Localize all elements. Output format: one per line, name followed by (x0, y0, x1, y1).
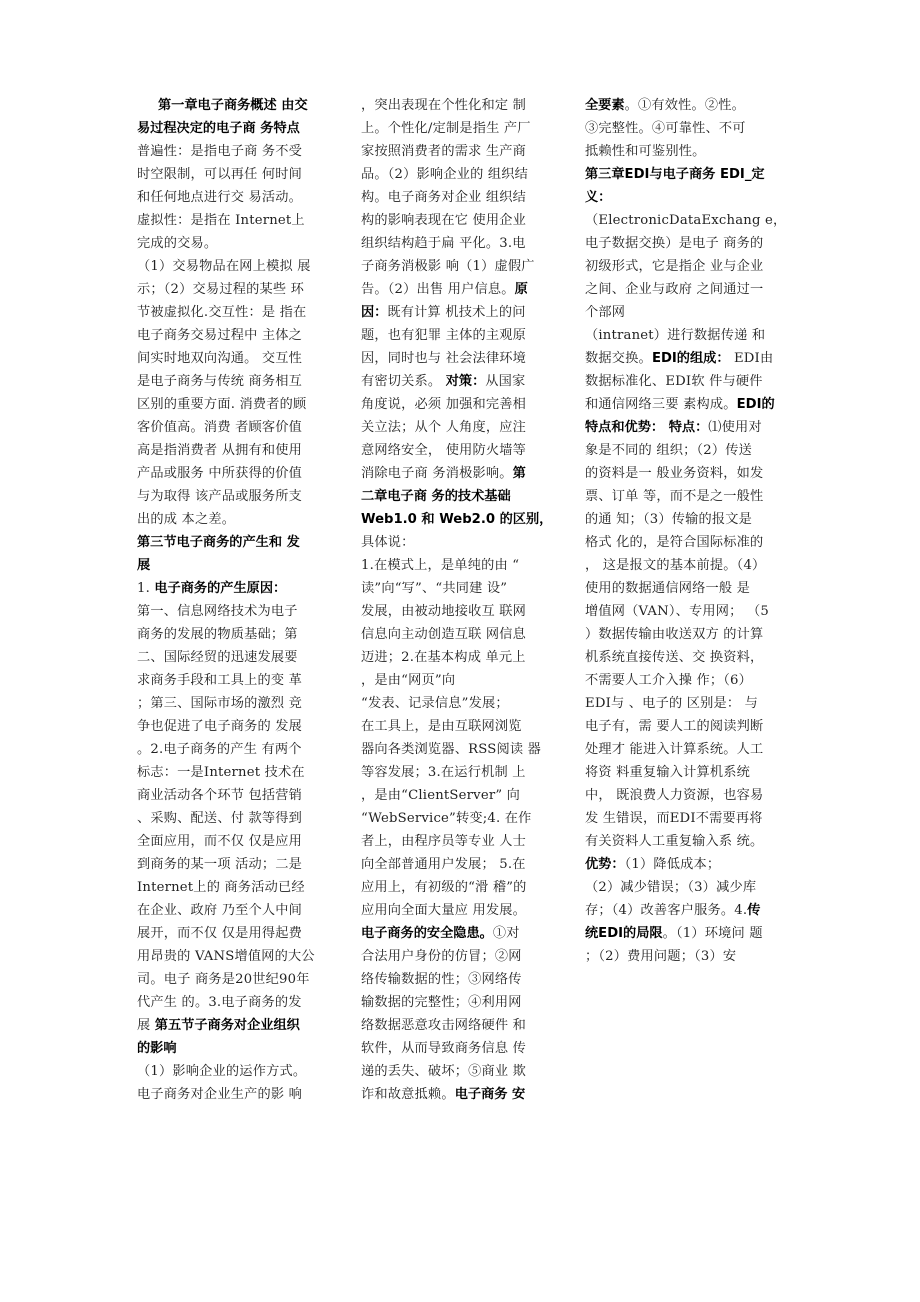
body-text: （1）影响企业的运作方式。 (137, 1064, 307, 1079)
text-line (137, 945, 349, 968)
text-line (585, 784, 800, 807)
text-line (585, 186, 800, 209)
body-text: 1.在模式上，是单纯的由 “ (361, 558, 520, 573)
text-line (137, 163, 349, 186)
body-text: 家按照消费者的需求 生产商 (361, 144, 527, 159)
text-line (361, 945, 577, 968)
text-line (361, 807, 577, 830)
text-line (361, 669, 577, 692)
text-line (137, 1037, 349, 1060)
body-text: 争也促进了电子商务的 发展 (137, 719, 303, 734)
heading-text: 易过程决定的电子商 务特点 (137, 121, 300, 136)
body-text: 向全部普通用户发展； 5.在 (361, 857, 526, 872)
text-line (137, 991, 349, 1014)
text-line (361, 324, 577, 347)
text-line (361, 968, 577, 991)
text-line (137, 416, 349, 439)
body-text: 电子商务对企业生产的影 响 (137, 1087, 303, 1102)
body-text: Internet上的 商务活动已经 (137, 880, 305, 895)
body-text: 商务的发展的物质基础；第 (137, 627, 298, 642)
text-line (137, 968, 349, 991)
text-line (137, 186, 349, 209)
text-line (137, 94, 349, 117)
body-text: 有密切关系。 (361, 374, 446, 389)
text-line (137, 1060, 349, 1083)
heading-text: 电子商务的产生原因： (154, 581, 287, 596)
body-text: 抵赖性和可鉴别性。 (585, 144, 706, 159)
body-text: 初级形式，它是指企 业与企业 (585, 259, 764, 274)
body-text: 存；（4）改善客户服务。4. (585, 903, 748, 918)
body-text: ，突出表现在个性化和定 制 (361, 98, 527, 113)
body-text: 发 生错误，而EDI不需要再将 (585, 811, 763, 826)
text-line (585, 554, 800, 577)
heading-text: EDI的组成： (651, 351, 730, 366)
heading-text: 统EDI的局限 (585, 926, 663, 941)
body-text: 个部网 (585, 305, 626, 320)
text-line (585, 945, 800, 968)
text-line (137, 807, 349, 830)
text-column-1 (137, 94, 349, 1106)
heading-text: 电子商务的安全隐患。 (361, 926, 493, 941)
body-text: 和任何地点进行交 易活动。 (137, 190, 303, 205)
body-text: 的资料是一 般业务资料，如发 (585, 466, 764, 481)
body-text: 之间、企业与政府 之间通过一 (585, 282, 764, 297)
body-text: ③完整性。④可靠性、不可 (585, 121, 746, 136)
body-text: 数据标准化、EDI软 件与硬件 (585, 374, 763, 389)
text-line (361, 1060, 577, 1083)
body-text: （1）交易物品在网上模拟 展 (137, 259, 311, 274)
body-text: 时空限制，可以再任 何时间 (137, 167, 303, 182)
body-text: 司。电子 商务是20世纪90年 (137, 972, 310, 987)
body-text: 用昂贵的 VANS增值网的大公 (137, 949, 315, 964)
text-line (585, 853, 800, 876)
text-line (137, 209, 349, 232)
body-text: ⑴使用对 (708, 420, 762, 435)
body-text: 角度说，必须 加强和完善相 (361, 397, 527, 412)
text-line (361, 439, 577, 462)
text-line (585, 761, 800, 784)
text-line (585, 600, 800, 623)
body-text: 格式 化的，是符合国际标准的 (585, 535, 764, 550)
text-line (137, 301, 349, 324)
text-line (585, 531, 800, 554)
text-line (137, 1083, 349, 1106)
text-line (137, 347, 349, 370)
heading-text: 优势： (585, 857, 625, 872)
body-text: 信息向主动创造互联 网信息 (361, 627, 527, 642)
body-text: 是电子商务与传统 商务相互 (137, 374, 303, 389)
text-line (585, 577, 800, 600)
body-text: 上。个性化/定制是指生 产厂 (361, 121, 531, 136)
heading-text: 第三章EDI与电子商务 EDI_定 (585, 167, 765, 182)
text-line (361, 370, 577, 393)
text-line (137, 646, 349, 669)
text-line (137, 876, 349, 899)
text-line (137, 531, 349, 554)
body-text: 构的影响表现在它 使用企业 (361, 213, 527, 228)
body-text: 、采购、配送、付 款等得到 (137, 811, 303, 826)
text-line (361, 347, 577, 370)
text-line (137, 761, 349, 784)
text-line (361, 278, 577, 301)
body-text: 全面应用，而不仅 仅是应用 (137, 834, 303, 849)
body-text: 读”向“写”、“共同建 设” (361, 581, 508, 596)
text-line (585, 485, 800, 508)
text-line (137, 278, 349, 301)
heading-text: 全要素 (585, 98, 625, 113)
text-line (585, 646, 800, 669)
body-text: （intranet）进行数据传递 和 (585, 328, 766, 343)
text-line (585, 738, 800, 761)
body-text: 者上，由程序员等专业 人士 (361, 834, 527, 849)
body-text: 增值网（VAN）、专用网； （5 (585, 604, 769, 619)
body-text: 电子有，需 要人工的阅读判断 (585, 719, 764, 734)
text-line (361, 715, 577, 738)
text-line (137, 554, 349, 577)
text-line (137, 577, 349, 600)
text-line (361, 1083, 577, 1106)
body-text: 合法用户身份的仿冒；②网 (361, 949, 522, 964)
text-line (585, 508, 800, 531)
text-line (585, 232, 800, 255)
body-text: 构。电子商务对企业 组织结 (361, 190, 527, 205)
body-text: 有关资料人工重复输入系 统。 (585, 834, 764, 849)
text-line (137, 485, 349, 508)
text-line (585, 807, 800, 830)
body-text: 第一、信息网络技术为电子 (137, 604, 298, 619)
body-text: 将资 料重复输入计算机系统 (585, 765, 751, 780)
body-text: 等容发展；3.在运行机制 上 (361, 765, 526, 780)
text-line (137, 370, 349, 393)
text-line (361, 1037, 577, 1060)
text-line (137, 117, 349, 140)
body-text: 既有计算 机技术上的问 (387, 305, 526, 320)
body-text: 子商务消极影 响（1）虚假广 (361, 259, 535, 274)
body-text: 到商务的某一项 活动；二是 (137, 857, 303, 872)
text-line (137, 784, 349, 807)
text-line (361, 186, 577, 209)
body-text: 产品或服务 中所获得的价值 (137, 466, 303, 481)
body-text: （1）降低成本； (624, 857, 721, 872)
body-text: 示；（2）交易过程的某些 环 (137, 282, 305, 297)
text-line (361, 140, 577, 163)
text-line (361, 784, 577, 807)
heading-text: 展 (137, 558, 151, 573)
body-text: 消除电子商 务消极影响。 (361, 466, 513, 481)
text-line (585, 347, 800, 370)
text-line (585, 278, 800, 301)
text-line (585, 830, 800, 853)
text-line (361, 117, 577, 140)
heading-text: 第 (512, 466, 526, 481)
body-text: 与为取得 该产品或服务所支 (137, 489, 303, 504)
text-line (137, 715, 349, 738)
body-text: 发展，由被动地接收互 联网 (361, 604, 527, 619)
body-text: 客价值高。消费 者顾客价值 (137, 420, 303, 435)
text-line (585, 370, 800, 393)
body-text: ）数据传输由收送双方 的计算 (585, 627, 764, 642)
heading-text: 对策： (445, 374, 486, 389)
body-text: 组织结构趋于扁 平化。3.电 (361, 236, 526, 251)
body-text: 器向各类浏览器、RSS阅读 器 (361, 742, 542, 757)
body-text: 处理才 能进入计算系统。人工 (585, 742, 764, 757)
text-line (585, 117, 800, 140)
body-text: ；第三、国际市场的激烈 竞 (137, 696, 303, 711)
body-text: 代产生 的。3.电子商务的发 (137, 995, 302, 1010)
text-line (361, 853, 577, 876)
body-text: 的通 知；（3）传输的报文是 (585, 512, 753, 527)
text-column-3 (585, 94, 800, 968)
body-text: ；（2）费用问题；（3）安 (585, 949, 737, 964)
text-line (361, 485, 577, 508)
text-line (361, 761, 577, 784)
text-line (137, 232, 349, 255)
heading-text: Web1.0 和 Web2.0 的区别， (361, 512, 553, 527)
heading-text: 原 (514, 282, 528, 297)
body-text: 高是指消费者 从拥有和使用 (137, 443, 303, 458)
text-line (137, 462, 349, 485)
body-text: 。①有效性。②性。 (624, 98, 746, 113)
text-line (137, 255, 349, 278)
body-text: 在企业、政府 乃至个人中间 (137, 903, 303, 918)
text-line (585, 416, 800, 439)
body-text: 象是不同的 组织；（2）传送 (585, 443, 753, 458)
text-line (585, 140, 800, 163)
text-line (137, 692, 349, 715)
text-line (137, 623, 349, 646)
body-text: 区别的重要方面. 消费者的顾 (137, 397, 307, 412)
text-line (585, 301, 800, 324)
body-text: 具体说： (361, 535, 415, 550)
text-line (137, 439, 349, 462)
body-text: 完成的交易。 (137, 236, 218, 251)
body-text: EDI由 (729, 351, 774, 366)
text-line (361, 255, 577, 278)
text-line (361, 738, 577, 761)
body-text: EDI与 、电子的 区别是： 与 (585, 696, 759, 711)
heading-text: 义： (585, 190, 612, 205)
body-text: 票、订单 等，而不是之一般性 (585, 489, 764, 504)
text-line (585, 922, 800, 945)
body-text: 展开，而不仅 仅是用得起费 (137, 926, 303, 941)
heading-text: 的影响 (137, 1041, 177, 1056)
body-text: 标志：一是Internet 技术在 (137, 765, 305, 780)
body-text: 普遍性：是指电子商 务不受 (137, 144, 303, 159)
body-text: “WebService”转变;4. 在作 (361, 811, 532, 826)
body-text: 品。（2）影响企业的 组织结 (361, 167, 529, 182)
body-text: ，是由“ClientServer” 向 (361, 788, 521, 803)
text-line (361, 508, 577, 531)
heading-text: 第三节电子商务的产生和 发 (137, 535, 300, 550)
body-text: 络数据恶意攻击网络硬件 和 (361, 1018, 527, 1033)
heading-text: 电子商务 安 (454, 1087, 526, 1102)
text-column-2 (361, 94, 577, 1106)
text-line (361, 232, 577, 255)
body-text: 商业活动各个环节 包括营销 (137, 788, 303, 803)
text-line (361, 416, 577, 439)
text-line (361, 991, 577, 1014)
body-text: 1. (137, 581, 155, 596)
text-line (137, 600, 349, 623)
body-text: 诈和故意抵赖。 (361, 1087, 455, 1102)
text-line (585, 715, 800, 738)
body-text: 意网络安全， 使用防火墙等 (361, 443, 527, 458)
text-line (361, 646, 577, 669)
body-text: （2）减少错误；（3）减少库 (585, 880, 757, 895)
body-text: 电子商务交易过程中 主体之 (137, 328, 303, 343)
body-text: 机系统直接传送、交 换资料， (585, 650, 764, 665)
body-text: 和通信网络三要 素构成。 (585, 397, 737, 412)
body-text: ，是由“网页”向 (361, 673, 456, 688)
text-line (361, 922, 577, 945)
body-text: 题，也有犯罪 主体的主观原 (361, 328, 527, 343)
body-text: 数据交换。 (585, 351, 652, 366)
text-line (585, 209, 800, 232)
text-line (585, 439, 800, 462)
body-text: 出的成 本之差。 (137, 512, 236, 527)
heading-text: 特点和优势： 特点： (585, 420, 709, 435)
body-text: 节被虚拟化.交互性：是 指在 (137, 305, 307, 320)
body-text: 虚拟性：是指在 Internet上 (137, 213, 305, 228)
text-line (137, 853, 349, 876)
body-text: 迈进；2.在基本构成 单元上 (361, 650, 526, 665)
body-text: ①对 (492, 926, 520, 941)
text-line (361, 876, 577, 899)
heading-text: 第一章电子商务概述 由交 (158, 98, 308, 113)
heading-text: 第五节子商务对企业组织 (154, 1018, 300, 1033)
body-text: 在工具上，是由互联网浏览 (361, 719, 522, 734)
text-line (137, 393, 349, 416)
body-text: 应用向全面大量应 用发展。 (361, 903, 527, 918)
text-line (585, 876, 800, 899)
text-line (137, 669, 349, 692)
body-text: 二、国际经贸的迅速发展要 (137, 650, 298, 665)
body-text: 从国家 (485, 374, 526, 389)
text-line (137, 140, 349, 163)
body-text: 电子数据交换）是电子 商务的 (585, 236, 764, 251)
text-line (585, 669, 800, 692)
text-line (137, 922, 349, 945)
text-line (361, 393, 577, 416)
text-line (137, 738, 349, 761)
text-line (585, 255, 800, 278)
body-text: 输数据的完整性；④利用网 (361, 995, 522, 1010)
heading-text: 因： (361, 305, 388, 320)
text-line (361, 531, 577, 554)
text-line (137, 508, 349, 531)
body-text: 告。（2）出售 用户信息。 (361, 282, 515, 297)
body-text: 不需要人工介入操 作；（6） (585, 673, 753, 688)
body-text: 间实时地双向沟通。 交互性 (137, 351, 303, 366)
text-line (361, 692, 577, 715)
body-text: 关立法；从个 人角度，应注 (361, 420, 527, 435)
text-line (585, 393, 800, 416)
text-line (585, 623, 800, 646)
body-text: 中， 既浪费人力资源，也容易 (585, 788, 764, 803)
text-line (137, 324, 349, 347)
body-text: 软件，从而导致商务信息 传 (361, 1041, 527, 1056)
text-line (585, 163, 800, 186)
text-line (585, 94, 800, 117)
heading-text: 传 (747, 903, 761, 918)
text-line (361, 209, 577, 232)
text-line (361, 623, 577, 646)
body-text: 。2.电子商务的产生 有两个 (137, 742, 302, 757)
heading-text: 二章电子商 务的技术基础 (361, 489, 511, 504)
body-text: （ElectronicDataExchang e， (585, 213, 787, 228)
text-line (361, 899, 577, 922)
text-line (361, 462, 577, 485)
body-text: 络传输数据的性；③网络传 (361, 972, 522, 987)
text-line (137, 830, 349, 853)
text-line (361, 600, 577, 623)
heading-text: EDI的 (736, 397, 775, 412)
text-line (361, 301, 577, 324)
body-text: 。（1）环境问 题 (662, 926, 763, 941)
text-line (585, 899, 800, 922)
text-line (137, 899, 349, 922)
text-line (361, 163, 577, 186)
text-line (585, 462, 800, 485)
text-line (361, 577, 577, 600)
text-line (137, 1014, 349, 1037)
body-text: 展 (137, 1018, 155, 1033)
text-line (585, 324, 800, 347)
body-text: “发表、记录信息”发展； (361, 696, 509, 711)
body-text: 求商务手段和工具上的变 革 (137, 673, 303, 688)
body-text: 因，同时也与 社会法律环境 (361, 351, 527, 366)
text-line (361, 1014, 577, 1037)
text-line (361, 94, 577, 117)
text-line (361, 554, 577, 577)
body-text: 递的丢失、破坏；⑤商业 欺 (361, 1064, 527, 1079)
text-line (361, 830, 577, 853)
body-text: ， 这是报文的基本前提。（4） (585, 558, 766, 573)
body-text: 使用的数据通信网络一般 是 (585, 581, 751, 596)
text-line (585, 692, 800, 715)
body-text: 应用上，有初级的“滑 稽”的 (361, 880, 527, 895)
